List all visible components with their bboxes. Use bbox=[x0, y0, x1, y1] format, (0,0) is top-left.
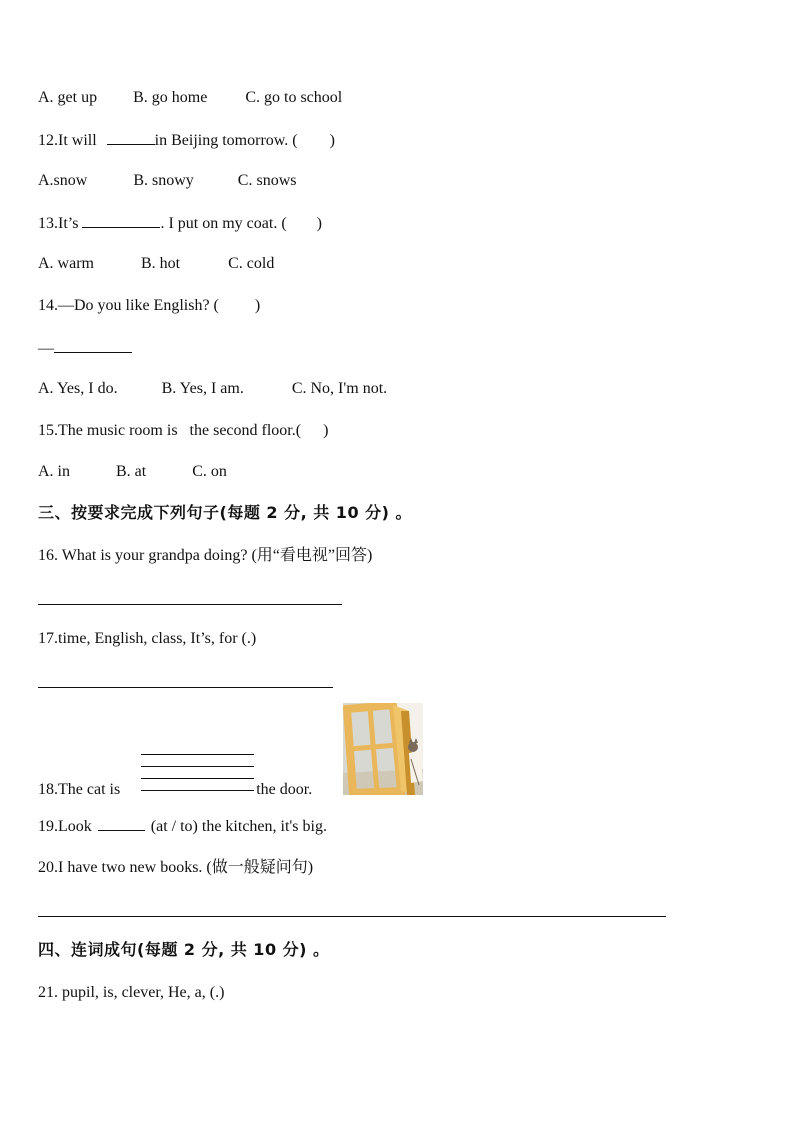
door-cat-illustration bbox=[343, 703, 423, 795]
q15-options bbox=[38, 462, 227, 482]
question-text: the second floor.( bbox=[189, 422, 302, 439]
q12-option-b[interactable]: B. snowy bbox=[133, 172, 194, 189]
question-text: The music room is bbox=[58, 422, 178, 439]
answer-blank[interactable] bbox=[98, 816, 145, 831]
answer-blank[interactable] bbox=[107, 130, 155, 145]
question-19 bbox=[38, 816, 327, 837]
question-21 bbox=[38, 983, 224, 1003]
answer-line[interactable] bbox=[141, 778, 254, 779]
q15-option-a[interactable]: A. in bbox=[38, 463, 70, 480]
paren-close: ) bbox=[329, 132, 335, 149]
question-text: What is your grandpa doing? (用“看电视”回答) bbox=[58, 547, 373, 564]
dash: — bbox=[38, 340, 54, 357]
question-14 bbox=[38, 296, 260, 316]
question-16 bbox=[38, 546, 372, 566]
q12-option-a[interactable]: A.snow bbox=[38, 172, 88, 189]
q12-option-c[interactable]: C. snows bbox=[237, 172, 297, 189]
q14-option-a[interactable]: A. Yes, I do. bbox=[38, 380, 118, 397]
answer-line[interactable] bbox=[141, 754, 254, 755]
question-13 bbox=[38, 213, 322, 234]
q14-answer-line bbox=[38, 338, 132, 359]
question-text: Look bbox=[58, 818, 92, 835]
section-3-heading: 三、按要求完成下列句子(每题 2 分, 共 10 分) 。 bbox=[38, 503, 413, 522]
answer-line-16[interactable] bbox=[38, 604, 342, 605]
q11-option-a[interactable]: A. get up bbox=[38, 89, 98, 106]
paren-close: ) bbox=[323, 422, 329, 439]
q13-option-b[interactable]: B. hot bbox=[140, 255, 181, 272]
door-icon bbox=[343, 703, 423, 795]
answer-blank[interactable] bbox=[82, 213, 160, 228]
question-text: pupil, is, clever, He, a, (.) bbox=[58, 984, 225, 1001]
question-text: —Do you like English? ( bbox=[58, 297, 219, 314]
answer-line-17[interactable] bbox=[38, 687, 333, 688]
question-text: the door. bbox=[256, 781, 313, 798]
question-text: The cat is bbox=[58, 781, 121, 798]
question-text: I have two new books. (做一般疑问句) bbox=[58, 859, 314, 876]
paren-close: ) bbox=[316, 215, 322, 232]
q11-options bbox=[38, 88, 342, 108]
q11-option-c[interactable]: C. go to school bbox=[245, 89, 343, 106]
question-number: 20. bbox=[38, 859, 58, 876]
q13-option-c[interactable]: C. cold bbox=[228, 255, 275, 272]
question-text: It’s bbox=[58, 215, 79, 232]
question-number: 12. bbox=[38, 132, 58, 149]
q11-option-b[interactable]: B. go home bbox=[133, 89, 208, 106]
question-text: . I put on my coat. ( bbox=[160, 215, 287, 232]
q14-option-b[interactable]: B. Yes, I am. bbox=[161, 380, 244, 397]
question-number: 14. bbox=[38, 297, 58, 314]
answer-line-20[interactable] bbox=[38, 916, 666, 917]
answer-line[interactable] bbox=[141, 766, 254, 767]
q14-option-c[interactable]: C. No, I'm not. bbox=[291, 380, 388, 397]
question-20 bbox=[38, 858, 313, 878]
question-text: It will bbox=[58, 132, 97, 149]
question-number: 19. bbox=[38, 818, 58, 835]
question-text: time, English, class, It’s, for (.) bbox=[58, 630, 257, 647]
q13-options bbox=[38, 254, 274, 274]
question-number: 18. bbox=[38, 781, 58, 798]
question-15 bbox=[38, 421, 328, 441]
answer-blank[interactable] bbox=[54, 338, 132, 353]
question-12 bbox=[38, 130, 335, 151]
q14-options bbox=[38, 379, 387, 399]
question-number: 21. bbox=[38, 984, 58, 1001]
q15-option-b[interactable]: B. at bbox=[116, 463, 147, 480]
question-number: 16. bbox=[38, 547, 58, 564]
question-17 bbox=[38, 629, 256, 649]
section-4-heading: 四、连词成句(每题 2 分, 共 10 分) 。 bbox=[38, 940, 330, 959]
q13-option-a[interactable]: A. warm bbox=[38, 255, 94, 272]
question-18 bbox=[38, 780, 312, 800]
question-number: 15. bbox=[38, 422, 58, 439]
q12-options bbox=[38, 171, 296, 191]
q15-option-c[interactable]: C. on bbox=[192, 463, 227, 480]
question-number: 13. bbox=[38, 215, 58, 232]
question-number: 17. bbox=[38, 630, 58, 647]
paren-close: ) bbox=[254, 297, 261, 314]
question-text: in Beijing tomorrow. ( bbox=[154, 132, 298, 149]
question-text: (at / to) the kitchen, it's big. bbox=[150, 818, 327, 835]
